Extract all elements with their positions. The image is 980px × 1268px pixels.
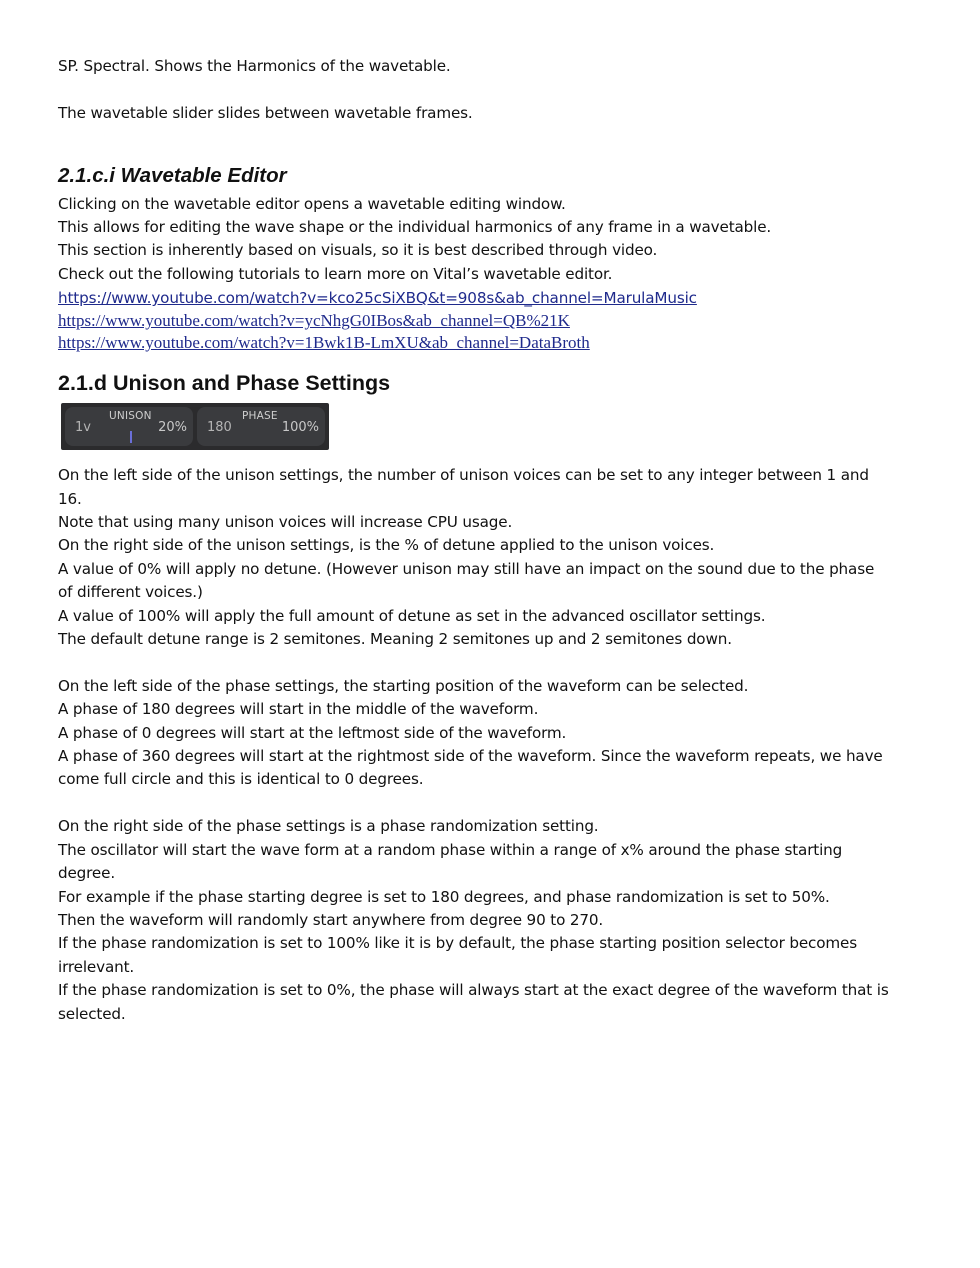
unison-text-line: Note that using many unison voices will increase CPU usage.	[58, 513, 513, 532]
randomization-text-line: degree.	[58, 864, 116, 883]
wavetable-editor-line: Check out the following tutorials to learn more on Vital’s wavetable editor.	[58, 264, 613, 283]
unison-phase-heading: 2.1.d Unison and Phase Settings	[58, 371, 391, 396]
wavetable-editor-line: This section is inherently based on visuals, so it is best described through video.	[58, 241, 658, 260]
unison-text-line: 16.	[58, 489, 82, 508]
unison-phase-widget-image	[61, 403, 329, 450]
randomization-text-line: The oscillator will start the wave form at a random phase within a range of x% around the phase starting	[58, 840, 843, 859]
unison-text-line: A value of 0% will apply no detune. (However unison may still have an impact on the sound due to the phase	[58, 559, 875, 578]
phase-label: PHASE	[242, 410, 278, 423]
phase-degree-value: 180	[207, 420, 232, 436]
unison-control	[65, 407, 193, 446]
spacer	[58, 125, 928, 148]
intro-line-1: SP. Spectral. Shows the Harmonics of the wavetable.	[58, 57, 451, 75]
tutorial-link-databroth[interactable]: https://www.youtube.com/watch?v=1Bwk1B-LmXU&ab_channel=DataBroth	[58, 333, 590, 353]
spacer	[58, 651, 928, 674]
randomization-text-line: On the right side of the phase settings is a phase randomization setting.	[58, 817, 599, 836]
phase-text-line: On the left side of the phase settings, the starting position of the waveform can be selected.	[58, 676, 749, 695]
randomization-text-line: If the phase randomization is set to 0%, the phase will always start at the exact degree of the waveform that is	[58, 981, 889, 1000]
unison-text-line: On the right side of the unison settings, is the % of detune applied to the unison voices.	[58, 536, 715, 555]
randomization-text-line: selected.	[58, 1004, 126, 1023]
unison-text-line: of different voices.)	[58, 583, 203, 602]
phase-text-line: A phase of 180 degrees will start in the middle of the waveform.	[58, 700, 539, 719]
unison-slider-indicator	[130, 431, 132, 443]
unison-label: UNISON	[109, 410, 152, 423]
intro-line-2: The wavetable slider slides between wavetable frames.	[58, 103, 473, 122]
spacer	[58, 78, 928, 101]
phase-random-value: 100%	[281, 420, 319, 436]
phase-text-line: A phase of 360 degrees will start at the rightmost side of the waveform. Since the waveform repeats, we have	[58, 747, 883, 766]
wavetable-editor-line: Clicking on the wavetable editor opens a wavetable editing window.	[58, 194, 566, 213]
unison-text-line: A value of 100% will apply the full amount of detune as set in the advanced oscillator settings.	[58, 606, 766, 625]
randomization-text-line: If the phase randomization is set to 100% like it is by default, the phase starting position selector becomes	[58, 934, 857, 953]
wavetable-editor-line: This allows for editing the wave shape or the individual harmonics of any frame in a wavetable.	[58, 218, 772, 236]
spacer	[58, 792, 928, 815]
randomization-text-line: For example if the phase starting degree is set to 180 degrees, and phase randomization is set to 50%.	[58, 887, 830, 906]
randomization-text-line: irrelevant.	[58, 957, 135, 976]
phase-text-line: A phase of 0 degrees will start at the leftmost side of the waveform.	[58, 723, 567, 742]
tutorial-link-marulamusic[interactable]: https://www.youtube.com/watch?v=kco25cSiXBQ&t=908s&ab_channel=MarulaMusic	[58, 289, 697, 308]
phase-text-line: come full circle and this is identical to 0 degrees.	[58, 770, 424, 789]
wavetable-editor-heading: 2.1.c.i Wavetable Editor	[58, 163, 287, 187]
phase-control	[197, 407, 325, 446]
document-page	[58, 55, 928, 1026]
unison-text-line: On the left side of the unison settings, the number of unison voices can be set to any integer between 1 and	[58, 466, 869, 485]
tutorial-link-qbk[interactable]: https://www.youtube.com/watch?v=ycNhgG0IBos&ab_channel=QB%21K	[58, 311, 570, 331]
unison-detune-value: 20%	[158, 420, 187, 436]
randomization-text-line: Then the waveform will randomly start anywhere from degree 90 to 270.	[58, 910, 604, 929]
unison-text-line: The default detune range is 2 semitones. Meaning 2 semitones up and 2 semitones down.	[58, 630, 732, 649]
unison-voices-value: 1v	[75, 420, 91, 436]
